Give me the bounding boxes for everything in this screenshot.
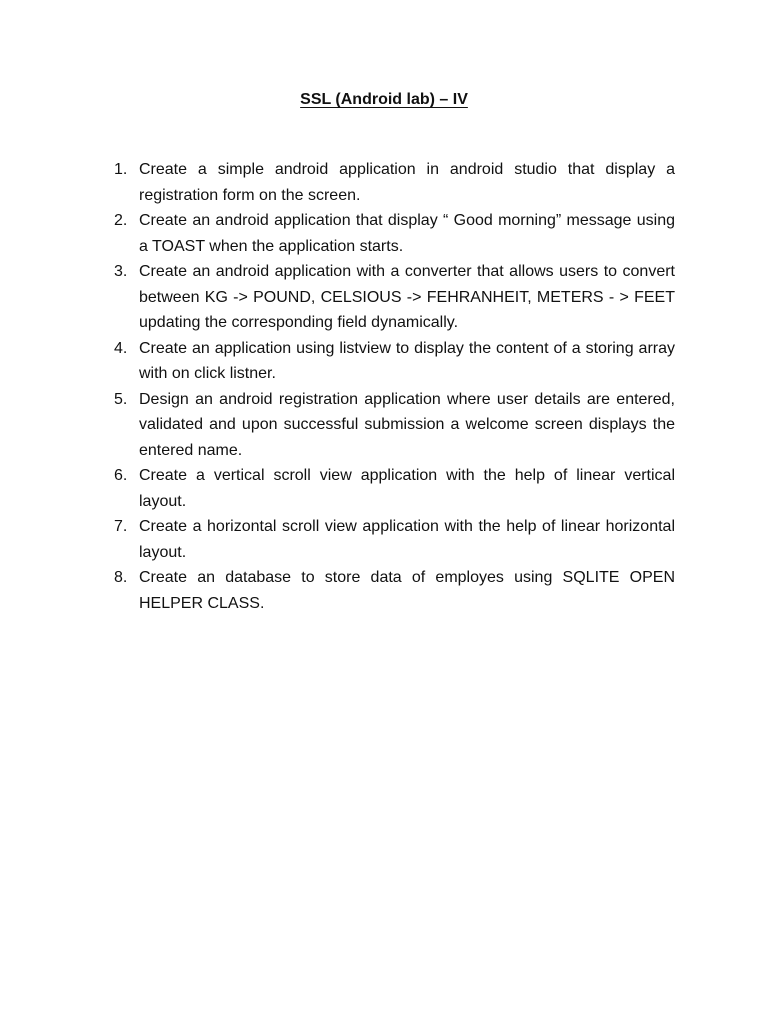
task-text: Create an android application that display “ Good morning” message using a TOAST when the application starts.	[139, 212, 675, 255]
task-item	[114, 336, 675, 387]
task-number: 6.	[114, 467, 128, 484]
task-item	[114, 387, 675, 464]
task-number: 1.	[114, 161, 128, 178]
task-number: 5.	[114, 390, 128, 408]
task-number: 4.	[114, 339, 128, 357]
task-text: Design an android registration application where user details are entered, validated and upon successful submission a welcome screen displays the entered name.	[139, 390, 675, 459]
task-text: Create a horizontal scroll view application with the help of linear horizontal layout.	[139, 518, 675, 561]
task-text: Create a vertical scroll view application with the help of linear vertical layout.	[139, 467, 675, 510]
task-item	[114, 565, 675, 616]
task-text: Create an android application with a converter that allows users to convert between KG -> POUND, CELSIOUS -> FEHRANHEIT, METERS - > FEET updating the corresponding field dynamically.	[139, 263, 675, 331]
task-number: 8.	[114, 569, 128, 586]
task-number: 3.	[114, 263, 128, 280]
task-list	[114, 157, 675, 616]
task-text: Create a simple android application in android studio that display a registration form on the screen.	[139, 161, 675, 204]
task-item	[114, 259, 675, 336]
task-text: Create an database to store data of employes using SQLITE OPEN HELPER CLASS.	[139, 569, 675, 612]
task-item	[114, 208, 675, 259]
task-item	[114, 514, 675, 565]
document-title: SSL (Android lab) – IV	[300, 91, 468, 108]
task-text: Create an application using listview to display the content of a storing array with on click listner.	[139, 339, 675, 382]
task-number: 7.	[114, 518, 128, 535]
document-title-container	[0, 88, 768, 112]
task-number: 2.	[114, 212, 128, 229]
task-item	[114, 463, 675, 514]
task-item	[114, 157, 675, 208]
